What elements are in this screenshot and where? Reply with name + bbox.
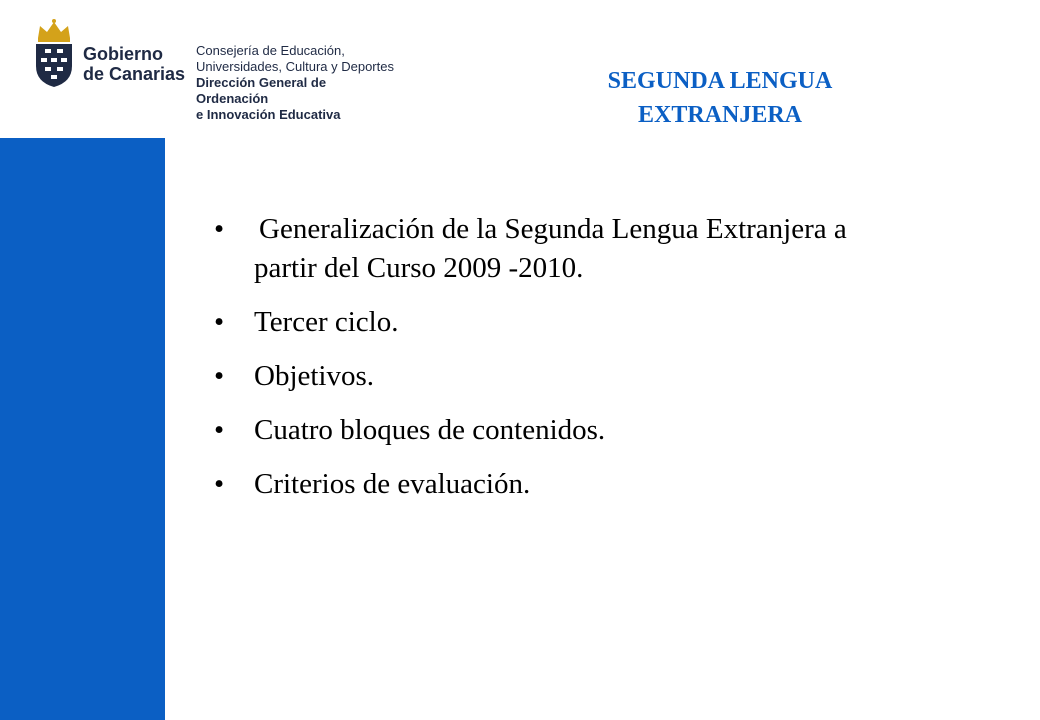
logo-name-line-1: Gobierno [83,44,163,64]
slide-title-line-2: EXTRANJERA [637,102,802,128]
logo-name [83,44,185,84]
bullet-text: Criterios de evaluación. [254,468,531,500]
bullet-item [214,303,854,342]
slide-title-line-1: SEGUNDA LENGUA [607,68,833,94]
bullet-icon: • [214,360,225,392]
bullet-icon: • [214,468,225,500]
department-line-1: Consejería de Educación, [196,43,345,58]
bullet-icon: • [214,306,225,338]
bullet-icon: • [214,213,225,245]
bullet-item [214,411,854,450]
bullet-text: Objetivos. [254,360,375,392]
bullet-text: Cuatro bloques de contenidos. [254,414,606,446]
blue-side-bar [0,138,165,720]
bullet-icon: • [214,414,225,446]
bullet-item [214,210,854,288]
department-line-2: Universidades, Cultura y Deportes [196,59,394,74]
department-line-3: Dirección General de Ordenación [196,75,327,106]
logo-name-line-2: de Canarias [83,64,186,84]
bullet-list [214,210,854,519]
coat-of-arms-icon [30,16,78,88]
bullet-item [214,465,854,504]
bullet-text: Tercer ciclo. [254,306,399,338]
department-name [196,43,400,123]
slide-title [560,64,880,132]
department-line-4: e Innovación Educativa [196,107,341,122]
gobierno-de-canarias-logo [30,16,400,122]
bullet-text: Generalización de la Segunda Lengua Extranjera a partir del Curso 2009 -2010. [254,213,847,284]
bullet-item [214,357,854,396]
